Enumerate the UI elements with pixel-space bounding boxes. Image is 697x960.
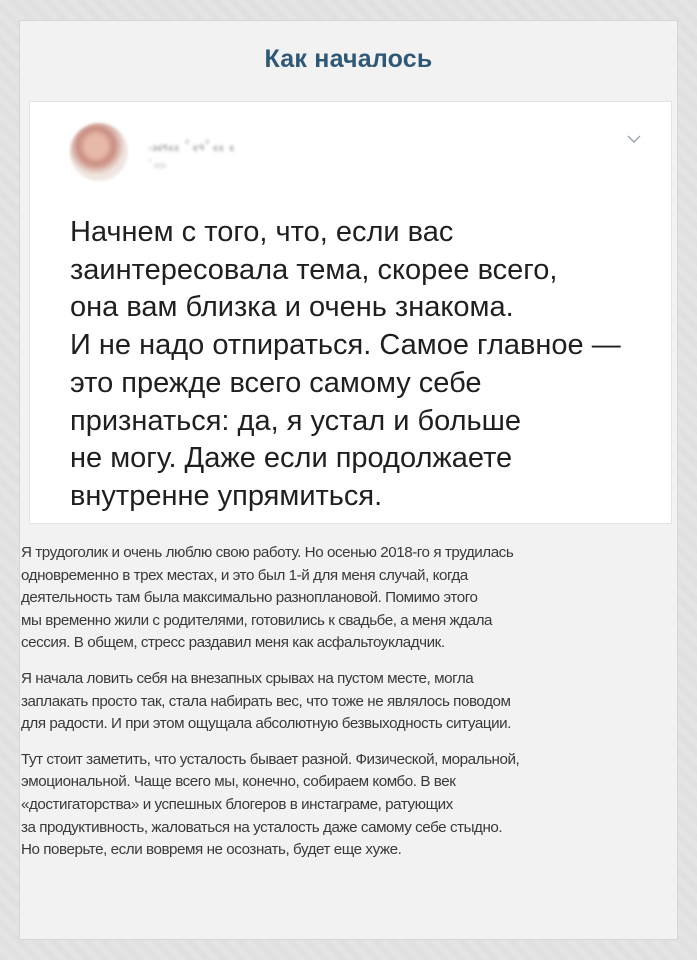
tweet-author-name[interactable]: ·›‹᠊፡‹‹ ﾞ‹᠊፡ﾞ‹‹ ‹ — [148, 139, 236, 155]
tweet-text: Начнем с того, что, если вас заинтересовала тема, скорее всего, она вам близка и очень знакома. И не надо отпираться. Самое главное — это прежде всего самому себе признаться: да, я устал и больше не могу. Даже если продолжаете внутренне упрямиться. — [70, 216, 621, 512]
chevron-down-icon[interactable] — [627, 132, 641, 146]
tweet-card — [29, 101, 672, 524]
content-frame — [20, 21, 677, 939]
article-paragraph: Я трудоголик и очень люблю свою работу. Но осенью 2018-го я трудилась одновременно в трех местах, и это был 1-й для меня случай, когда деятельность там была максимально разноплановой. Помимо этого мы временно жили с родителями, готовились к свадьбе, а меня ждала сессия. В общем, стресс раздавил меня как асфальтоукладчик. — [21, 544, 514, 652]
article-paragraph: Тут стоит заметить, что усталость бывает разной. Физической, моральной, эмоциональной. Чаще всего мы, конечно, собираем комбо. В век «достигаторства» и успешных блогеров в инстаграме, ратующих за продуктивность, жаловаться на усталость даже самому себе стыдно. Но поверьте, если вовремя не осознать, будет еще хуже. — [21, 750, 520, 859]
article-body — [21, 542, 671, 875]
article-paragraph: Я начала ловить себя на внезапных срывах на пустом месте, могла заплакать просто так, стала набирать вес, что тоже не являлось поводом для радости. И при этом ощущала абсолютную безвыходность ситуации. — [21, 669, 511, 733]
tweet-author-handle: ﾞ‹‹› — [148, 158, 166, 172]
avatar[interactable] — [70, 123, 128, 181]
page-title: Как началось — [264, 45, 433, 73]
